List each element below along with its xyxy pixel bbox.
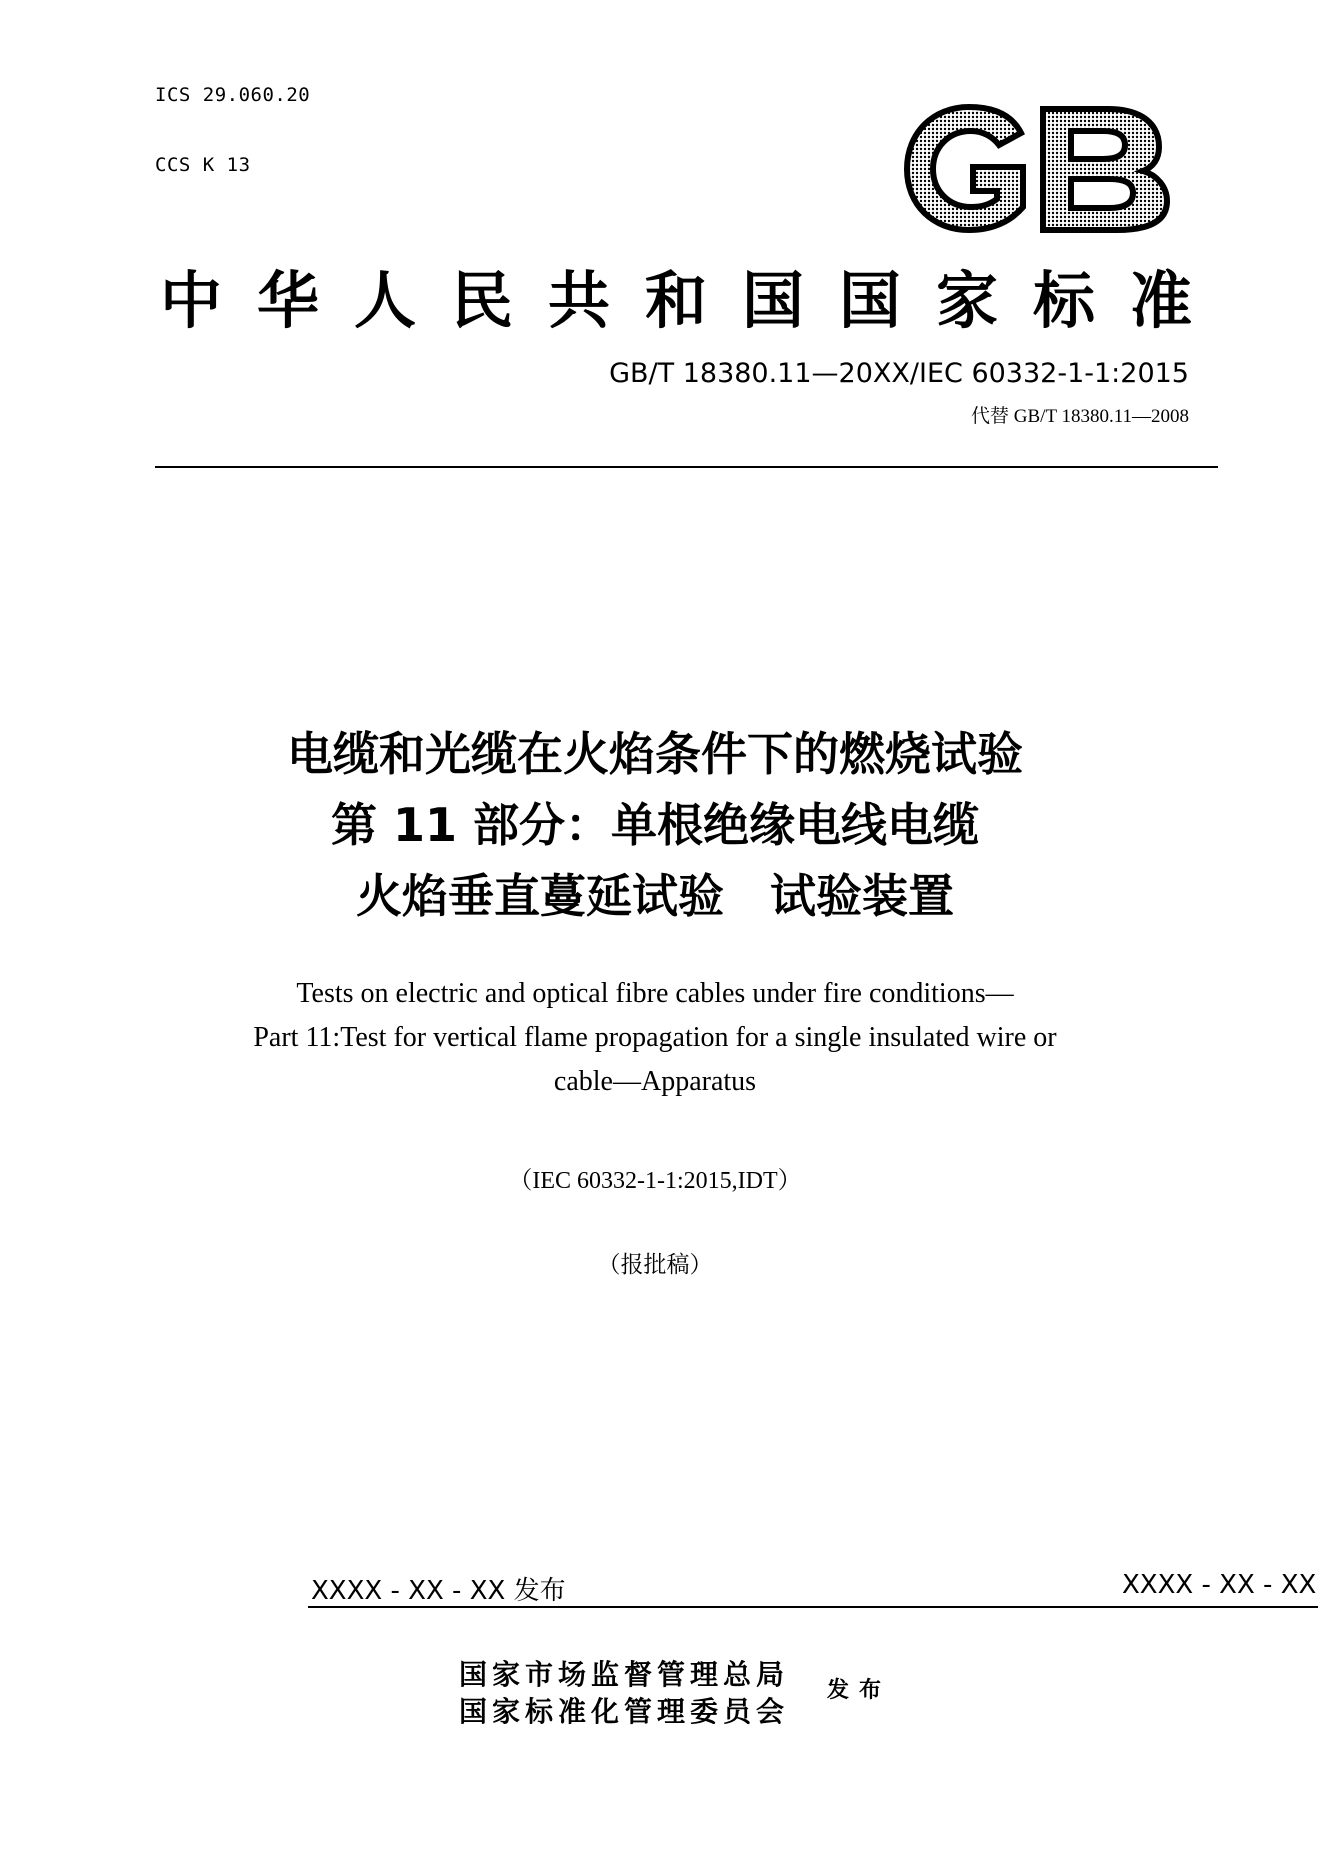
ics-code: ICS 29.060.20 xyxy=(155,84,311,106)
gb-logo-icon xyxy=(903,103,1171,234)
header-divider xyxy=(155,466,1218,468)
issuer-line-2: 国家标准化管理委员会 xyxy=(459,1695,790,1728)
footer-divider xyxy=(308,1606,1318,1608)
chinese-title-line-2: 第 11 部分：单根绝缘电线电缆 xyxy=(330,798,980,852)
identity-statement: （IEC 60332-1-1:2015,IDT） xyxy=(508,1168,802,1194)
issue-label: 发布 xyxy=(827,1677,892,1703)
chinese-title-line-3: 火焰垂直蔓延试验 试验装置 xyxy=(356,869,954,923)
replaces-standard: 代替 GB/T 18380.11—2008 xyxy=(971,406,1189,427)
chinese-title-line-1: 电缆和光缆在火焰条件下的燃烧试验 xyxy=(287,727,1023,781)
issuer-line-1: 国家市场监督管理总局 xyxy=(459,1658,790,1691)
national-standard-title: 中华人民共和国国家标准 xyxy=(160,264,1228,337)
english-title-line-3: cable—Apparatus xyxy=(553,1066,757,1097)
implement-date: XXXX - XX - XX xyxy=(1122,1570,1317,1600)
standard-number: GB/T 18380.11—20XX/IEC 60332-1-1:2015 xyxy=(609,358,1189,389)
english-title-line-2: Part 11:Test for vertical flame propagation for a single insulated wire or xyxy=(253,1022,1057,1053)
publish-date: XXXX - XX - XX 发布 xyxy=(311,1576,566,1606)
english-title-line-1: Tests on electric and optical fibre cables under fire conditions— xyxy=(296,978,1014,1009)
draft-status: （报批稿） xyxy=(597,1252,713,1277)
ccs-code: CCS K 13 xyxy=(155,154,251,176)
